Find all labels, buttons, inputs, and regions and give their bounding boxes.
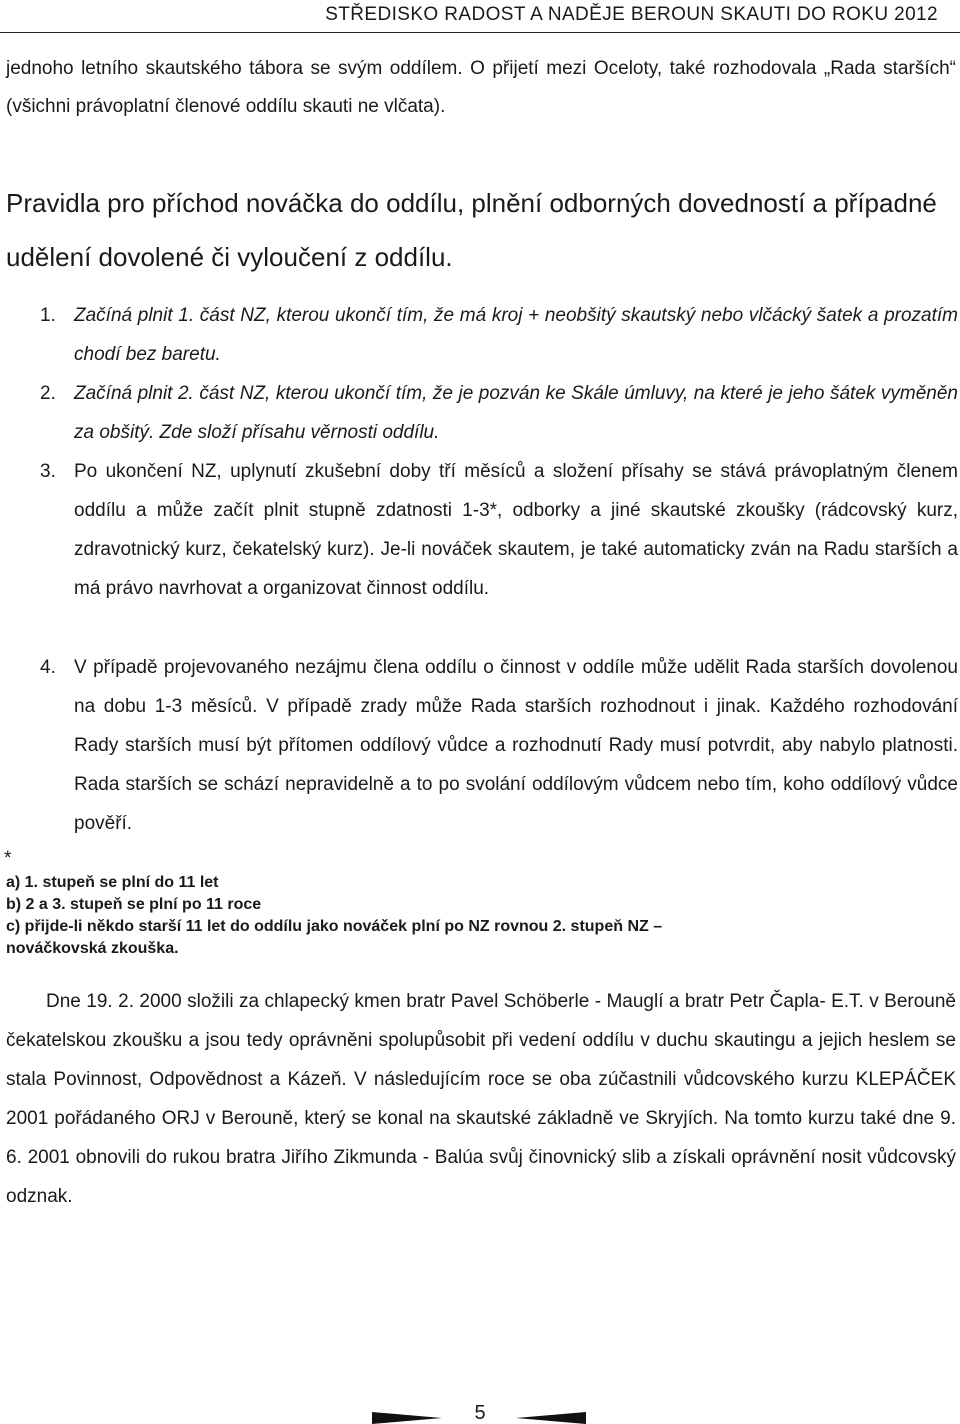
page-ornament-right — [516, 1412, 586, 1424]
history-paragraph — [6, 982, 956, 1216]
rule-number: 2. — [40, 383, 56, 404]
rule-text: Začíná plnit 1. část NZ, kterou ukončí tím, že má kroj + neobšitý skautský nebo vlčácký šatek a prozatím chodí bez baretu. — [74, 305, 958, 365]
rule-item — [40, 452, 958, 608]
footnote-line: c) přijde-li někdo starší 11 let do oddílu jako nováček plní po NZ rovnou 2. stupeň NZ – nováčkovská zkouška. — [6, 918, 663, 957]
footnote-line: a) 1. stupeň se plní do 11 let — [6, 874, 219, 891]
rule-text: V případě projevovaného nezájmu člena oddílu o činnost v oddíle může udělit Rada starších dovolenou na dobu 1-3 měsíců. V případě zrady může Rada starších rozhodnout i jinak. Každého rozhodování Rady starších musí být přítomen oddílový vůdce a rozhodnutí Rady musí potvrdit, aby nabylo platnosti. Rada starších se schází nepravidelně a to po svolání oddílovým vůdcem nebo tím, koho oddílový vůdce pověří. — [74, 657, 958, 834]
page-header: STŘEDISKO RADOST A NADĚJE BEROUN SKAUTI DO ROKU 2012 — [325, 4, 938, 25]
section-heading: Pravidla pro příchod nováčka do oddílu, plnění odborných dovedností a případné udělení dovolené či vyloučení z oddílu. — [6, 188, 937, 272]
rule-item — [40, 296, 958, 374]
page-number: 5 — [474, 1402, 486, 1424]
rule-number: 3. — [40, 461, 56, 482]
rule-text: Začíná plnit 2. část NZ, kterou ukončí tím, že je pozván ke Skále úmluvy, na které je jeho šátek vyměněn za obšitý. Zde složí přísahu věrnosti oddílu. — [74, 383, 958, 443]
history-text: Dne 19. 2. 2000 složili za chlapecký kmen bratr Pavel Schöberle - Mauglí a bratr Petr Čapla- E.T. v Berouně čekatelskou zkoušku a jsou tedy oprávněni spolupůsobit při vedení oddílu v duchu skautingu a jejich heslem se stala Povinnost, Odpovědnost a Kázeň. V následujícím roce se oba zúčastnili vůdcovského kurzu KLEPÁČEK 2001 pořádaného ORJ v Berouně, který se konal na skautské základně ve Skryjích. Na tomto kurzu také dne 9. 6. 2001 obnovili do rukou bratra Jiřího Zikmunda - Balúa svůj činovnický slib a získali oprávnění nosit vůdcovský odznak. — [6, 991, 956, 1207]
rule-number: 4. — [40, 657, 56, 678]
rule-number: 1. — [40, 305, 56, 326]
header-rule — [0, 32, 960, 33]
rule-text: Po ukončení NZ, uplynutí zkušební doby tří měsíců a složení přísahy se stává právoplatným členem oddílu a může začít plnit stupně zdatnosti 1-3*, odborky a jiné skautské zkoušky (rádcovský kurz, zdravotnický kurz, čekatelský kurz). Je-li nováček skautem, je také automaticky zván na Radu starších a má právo navrhovat a organizovat činnost oddílu. — [74, 461, 958, 599]
footnote-marker: * — [4, 848, 12, 869]
footnote-notes — [6, 872, 746, 960]
rule-item — [40, 648, 958, 843]
rule-item — [40, 374, 958, 452]
intro-paragraph: jednoho letního skautského tábora se svým oddílem. O přijetí mezi Oceloty, také rozhodovala „Rada starších“ (všichni právoplatní členové oddílu skauti ne vlčata). — [6, 58, 956, 117]
footnote-line: b) 2 a 3. stupeň se plní po 11 roce — [6, 896, 262, 913]
